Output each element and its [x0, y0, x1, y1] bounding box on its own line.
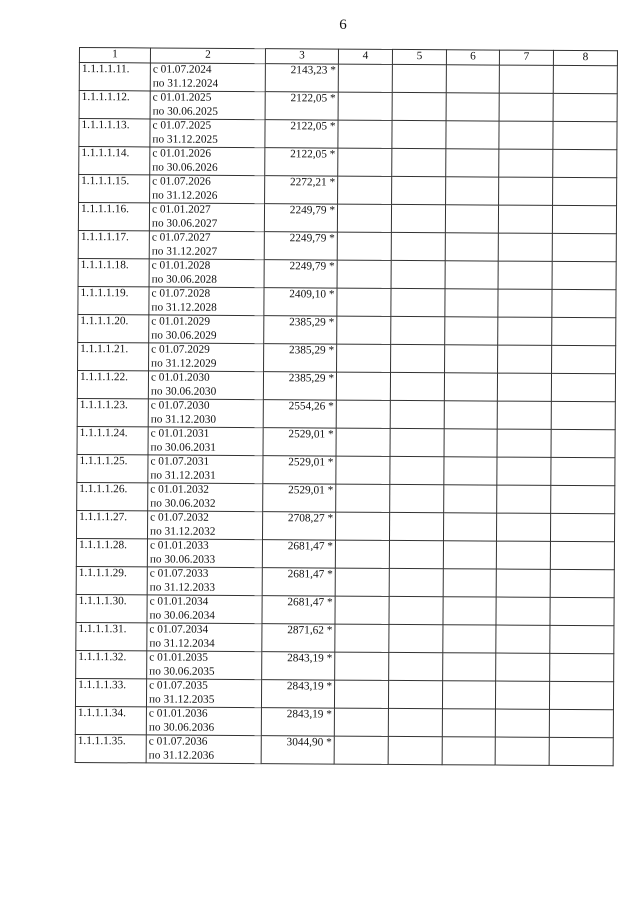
empty-cell [552, 233, 616, 261]
period-cell [146, 679, 261, 708]
period-to: по 30.06.2027 [151, 216, 218, 230]
table-row [76, 594, 614, 625]
period-from: с 01.07.2031 [150, 455, 210, 468]
empty-cell [446, 93, 499, 121]
empty-cell [390, 372, 444, 400]
empty-cell [495, 709, 549, 737]
empty-cell [551, 401, 615, 429]
empty-cell [337, 232, 391, 260]
period-to: по 30.06.2028 [151, 272, 217, 286]
tariff-value: 3044,90 * [261, 736, 334, 764]
empty-cell [444, 429, 497, 457]
period-from: с 01.01.2031 [150, 427, 210, 440]
empty-cell [499, 121, 553, 149]
empty-cell [337, 316, 391, 344]
tariff-value: 2249,79 * [264, 260, 337, 288]
empty-cell [336, 484, 390, 512]
empty-cell [335, 568, 389, 596]
period-to: по 31.12.2030 [150, 412, 217, 426]
empty-cell [497, 457, 551, 485]
empty-cell [337, 344, 391, 372]
item-number: 1.1.1.1.32. [76, 650, 147, 678]
column-header: 1 [79, 48, 150, 63]
item-number: 1.1.1.1.30. [76, 594, 147, 622]
tariff-value: 2249,79 * [264, 204, 337, 232]
period-to: по 30.06.2031 [150, 440, 216, 454]
tariff-value: 2272,21 * [265, 176, 338, 204]
empty-cell [497, 373, 551, 401]
empty-cell [443, 597, 496, 625]
period-cell [148, 455, 263, 484]
item-number: 1.1.1.1.15. [79, 175, 150, 203]
empty-cell [498, 317, 552, 345]
empty-cell [552, 205, 616, 233]
period-to: по 30.06.2034 [149, 608, 215, 622]
empty-cell [495, 681, 549, 709]
table-row [77, 454, 615, 485]
table-row [75, 706, 613, 737]
empty-cell [550, 541, 614, 569]
empty-cell [445, 317, 498, 345]
empty-cell [553, 149, 617, 177]
empty-cell [337, 204, 391, 232]
column-header: 6 [446, 50, 499, 65]
item-number: 1.1.1.1.26. [77, 482, 148, 510]
tariff-value: 2843,19 * [262, 652, 335, 680]
item-number: 1.1.1.1.33. [75, 678, 146, 706]
empty-cell [498, 261, 552, 289]
empty-cell [445, 345, 498, 373]
table-row [78, 286, 616, 317]
column-header: 2 [150, 48, 265, 64]
empty-cell [334, 708, 388, 736]
empty-cell [443, 653, 496, 681]
item-number: 1.1.1.1.14. [79, 147, 150, 175]
period-from: с 01.07.2035 [149, 679, 208, 692]
period-cell [147, 567, 262, 596]
empty-cell [550, 653, 614, 681]
empty-cell [389, 568, 443, 596]
item-number: 1.1.1.1.11. [79, 63, 150, 91]
period-cell [147, 539, 262, 568]
table-row [77, 426, 615, 457]
period-cell [149, 231, 264, 260]
tariff-value: 2385,29 * [264, 344, 337, 372]
period-from: с 01.01.2030 [150, 371, 210, 384]
empty-cell [552, 261, 616, 289]
period-to: по 31.12.2036 [148, 748, 215, 762]
tariff-value: 2681,47 * [262, 540, 335, 568]
item-number: 1.1.1.1.29. [76, 566, 147, 594]
column-header: 8 [553, 50, 617, 65]
empty-cell [497, 485, 551, 513]
empty-cell [442, 737, 495, 765]
period-from: с 01.07.2033 [149, 567, 209, 580]
empty-cell [334, 736, 388, 764]
empty-cell [336, 456, 390, 484]
period-to: по 31.12.2031 [150, 468, 216, 482]
empty-cell [389, 596, 443, 624]
empty-cell [338, 120, 392, 148]
period-from: с 01.07.2034 [149, 623, 209, 636]
period-cell [149, 259, 264, 288]
item-number: 1.1.1.1.21. [78, 342, 149, 370]
table-row [79, 175, 617, 206]
empty-cell [550, 597, 614, 625]
item-number: 1.1.1.1.31. [76, 622, 147, 650]
empty-cell [444, 457, 497, 485]
period-to: по 31.12.2035 [148, 692, 215, 706]
empty-cell [445, 205, 498, 233]
empty-cell [446, 121, 499, 149]
period-to: по 30.06.2025 [152, 104, 219, 118]
column-header: 3 [265, 49, 338, 64]
period-cell [146, 735, 261, 764]
period-cell [147, 623, 262, 652]
empty-cell [496, 541, 550, 569]
tariff-value: 2871,62 * [262, 624, 335, 652]
table-row [79, 147, 617, 178]
empty-cell [443, 569, 496, 597]
period-cell [148, 427, 263, 456]
empty-cell [446, 177, 499, 205]
item-number: 1.1.1.1.35. [75, 734, 146, 762]
tariff-value: 2385,29 * [264, 316, 337, 344]
table-row [77, 398, 615, 429]
tariff-value: 2843,19 * [261, 680, 334, 708]
period-cell [146, 707, 261, 736]
empty-cell [390, 400, 444, 428]
item-number: 1.1.1.1.18. [78, 258, 149, 286]
empty-cell [552, 345, 616, 373]
empty-cell [389, 540, 443, 568]
empty-cell [338, 64, 392, 92]
table-row [76, 650, 614, 681]
tariff-value: 2249,79 * [264, 232, 337, 260]
empty-cell [552, 289, 616, 317]
period-cell [150, 119, 265, 148]
empty-cell [338, 148, 392, 176]
period-cell [150, 63, 265, 92]
empty-cell [496, 653, 550, 681]
item-number: 1.1.1.1.16. [78, 203, 149, 231]
empty-cell [553, 93, 617, 121]
empty-cell [392, 148, 446, 176]
empty-cell [551, 457, 615, 485]
empty-cell [392, 176, 446, 204]
item-number: 1.1.1.1.22. [77, 370, 148, 398]
empty-cell [337, 288, 391, 316]
empty-cell [390, 484, 444, 512]
period-to: по 30.06.2035 [149, 664, 215, 678]
empty-cell [551, 429, 615, 457]
empty-cell [391, 288, 445, 316]
empty-cell [338, 92, 392, 120]
period-to: по 31.12.2025 [152, 132, 218, 146]
empty-cell [391, 232, 445, 260]
empty-cell [498, 345, 552, 373]
item-number: 1.1.1.1.25. [77, 454, 148, 482]
empty-cell [391, 344, 445, 372]
table-row [77, 370, 615, 401]
empty-cell [549, 709, 613, 737]
empty-cell [390, 428, 444, 456]
item-number: 1.1.1.1.19. [78, 286, 149, 314]
empty-cell [495, 737, 549, 765]
period-to: по 31.12.2027 [151, 244, 218, 258]
table-row [76, 538, 614, 569]
period-from: с 01.01.2025 [152, 91, 212, 104]
tariff-value: 2122,05 * [265, 92, 338, 120]
period-from: с 01.07.2027 [151, 231, 211, 244]
empty-cell [392, 120, 446, 148]
tariff-value: 2122,05 * [265, 148, 338, 176]
empty-cell [499, 149, 553, 177]
item-number: 1.1.1.1.23. [77, 398, 148, 426]
empty-cell [496, 597, 550, 625]
period-from: с 01.01.2027 [151, 203, 211, 216]
empty-cell [335, 540, 389, 568]
period-to: по 30.06.2033 [149, 552, 216, 566]
period-cell [149, 203, 264, 232]
tariff-value: 2529,01 * [263, 484, 336, 512]
empty-cell [389, 512, 443, 540]
empty-cell [496, 569, 550, 597]
period-from: с 01.01.2036 [148, 707, 208, 720]
empty-cell [549, 737, 613, 765]
tariff-value: 2554,26 * [263, 400, 336, 428]
empty-cell [391, 204, 445, 232]
table-row [76, 510, 614, 541]
empty-cell [498, 289, 552, 317]
empty-cell [446, 65, 499, 93]
period-to: по 31.12.2028 [151, 300, 217, 314]
item-number: 1.1.1.1.20. [78, 314, 149, 342]
empty-cell [335, 624, 389, 652]
period-from: с 01.07.2024 [152, 63, 212, 76]
column-header: 7 [499, 50, 553, 65]
page-number: 6 [339, 17, 347, 33]
tariff-value: 2122,05 * [265, 120, 338, 148]
empty-cell [388, 680, 442, 708]
period-to: по 30.06.2032 [150, 496, 216, 510]
empty-cell [446, 149, 499, 177]
table-row [79, 119, 617, 150]
period-cell [148, 399, 263, 428]
empty-cell [553, 65, 617, 93]
table-row [75, 678, 613, 709]
period-cell [149, 315, 264, 344]
empty-cell [391, 316, 445, 344]
item-number: 1.1.1.1.28. [76, 538, 147, 566]
empty-cell [335, 596, 389, 624]
period-from: с 01.01.2034 [149, 595, 209, 608]
period-from: с 01.07.2036 [148, 735, 208, 748]
table-row [78, 258, 616, 289]
period-cell [147, 511, 262, 540]
empty-cell [335, 512, 389, 540]
period-to: по 31.12.2034 [149, 636, 215, 650]
column-header: 5 [392, 49, 446, 64]
table-row [76, 622, 614, 653]
empty-cell [551, 373, 615, 401]
empty-cell [444, 373, 497, 401]
empty-cell [551, 485, 615, 513]
period-from: с 01.01.2028 [151, 259, 211, 272]
tariff-value: 2385,29 * [263, 372, 336, 400]
empty-cell [499, 93, 553, 121]
period-cell [147, 651, 262, 680]
tariff-value: 2843,19 * [261, 708, 334, 736]
empty-cell [336, 400, 390, 428]
period-from: с 01.07.2029 [151, 343, 210, 356]
table-row [79, 91, 617, 122]
item-number: 1.1.1.1.13. [79, 119, 150, 147]
period-cell [150, 175, 265, 204]
period-from: с 01.01.2026 [152, 147, 212, 160]
table-row [77, 482, 615, 513]
empty-cell [444, 485, 497, 513]
item-number: 1.1.1.1.34. [75, 706, 146, 734]
tariff-value: 2708,27 * [262, 512, 335, 540]
period-to: по 30.06.2036 [148, 720, 215, 734]
empty-cell [389, 652, 443, 680]
empty-cell [496, 625, 550, 653]
period-to: по 30.06.2029 [151, 328, 217, 342]
period-from: с 01.01.2032 [150, 483, 210, 496]
period-to: по 31.12.2032 [150, 524, 216, 538]
period-cell [149, 343, 264, 372]
period-from: с 01.01.2029 [151, 315, 211, 328]
empty-cell [391, 260, 445, 288]
empty-cell [338, 176, 392, 204]
empty-cell [390, 456, 444, 484]
tariff-value: 2681,47 * [262, 568, 335, 596]
empty-cell [445, 261, 498, 289]
period-to: по 31.12.2029 [151, 356, 217, 370]
empty-cell [553, 121, 617, 149]
empty-cell [389, 624, 443, 652]
empty-cell [443, 513, 496, 541]
period-from: с 01.07.2026 [152, 175, 211, 188]
period-cell [148, 483, 263, 512]
empty-cell [444, 401, 497, 429]
empty-cell [550, 569, 614, 597]
empty-cell [497, 429, 551, 457]
empty-cell [392, 64, 446, 92]
tariff-value: 2681,47 * [262, 596, 335, 624]
empty-cell [550, 625, 614, 653]
period-to: по 31.12.2033 [149, 580, 216, 594]
empty-cell [498, 205, 552, 233]
table-row [78, 314, 616, 345]
empty-cell [496, 513, 550, 541]
period-cell [147, 595, 262, 624]
period-to: по 30.06.2030 [150, 384, 217, 398]
tariff-value: 2409,10 * [264, 288, 337, 316]
period-to: по 31.12.2026 [152, 188, 218, 202]
empty-cell [335, 652, 389, 680]
empty-cell [443, 541, 496, 569]
empty-cell [445, 289, 498, 317]
period-cell [149, 287, 264, 316]
table-row [79, 63, 617, 94]
tariff-value: 2529,01 * [263, 428, 336, 456]
empty-cell [442, 681, 495, 709]
table-row [78, 342, 616, 373]
tariff-value: 2529,01 * [263, 456, 336, 484]
empty-cell [443, 625, 496, 653]
period-from: с 01.01.2033 [149, 539, 209, 552]
empty-cell [336, 372, 390, 400]
item-number: 1.1.1.1.17. [78, 230, 149, 258]
period-cell [150, 147, 265, 176]
empty-cell [336, 428, 390, 456]
empty-cell [550, 513, 614, 541]
empty-cell [445, 233, 498, 261]
period-cell [148, 371, 263, 400]
item-number: 1.1.1.1.12. [79, 91, 150, 119]
period-from: с 01.07.2032 [150, 511, 209, 524]
period-from: с 01.01.2035 [149, 651, 208, 664]
period-to: по 30.06.2026 [152, 160, 218, 174]
empty-cell [392, 92, 446, 120]
table-row [75, 734, 613, 765]
empty-cell [442, 709, 495, 737]
empty-cell [498, 233, 552, 261]
tariff-table [75, 47, 618, 766]
empty-cell [549, 681, 613, 709]
empty-cell [334, 680, 388, 708]
period-from: с 01.07.2028 [151, 287, 211, 300]
period-from: с 01.07.2025 [152, 119, 212, 132]
empty-cell [553, 177, 617, 205]
tariff-value: 2143,23 * [265, 64, 338, 92]
empty-cell [388, 736, 442, 764]
empty-cell [337, 260, 391, 288]
empty-cell [499, 65, 553, 93]
table-row [78, 203, 616, 234]
item-number: 1.1.1.1.27. [76, 510, 147, 538]
empty-cell [552, 317, 616, 345]
period-to: по 31.12.2024 [152, 76, 219, 90]
item-number: 1.1.1.1.24. [77, 426, 148, 454]
table-row [78, 230, 616, 261]
empty-cell [499, 177, 553, 205]
table-row [76, 566, 614, 597]
empty-cell [388, 708, 442, 736]
period-from: с 01.07.2030 [150, 399, 210, 412]
column-header: 4 [338, 49, 392, 64]
period-cell [150, 91, 265, 120]
empty-cell [497, 401, 551, 429]
